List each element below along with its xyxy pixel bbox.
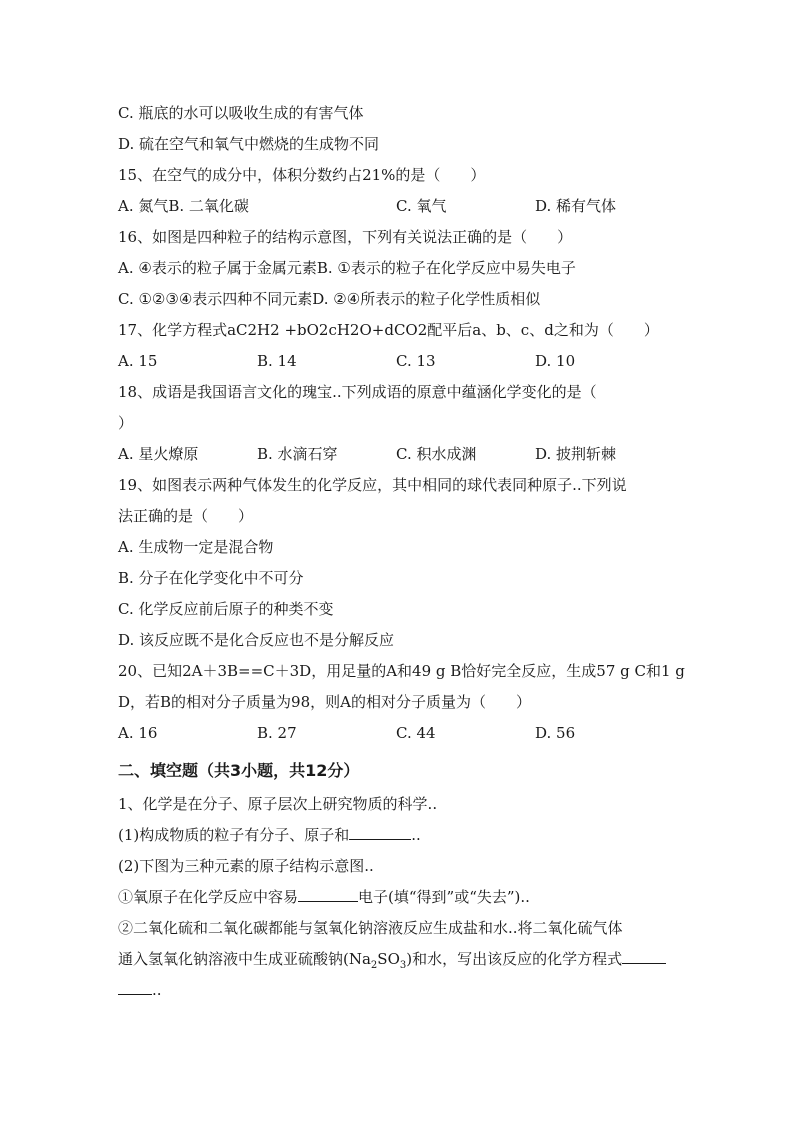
- q17-options: [118, 346, 678, 377]
- q19-option-c: C. 化学反应前后原子的种类不变: [118, 600, 334, 618]
- q18-option-b: B. 水滴石穿: [257, 445, 338, 463]
- q19-stem-line1: 19、如图表示两种气体发生的化学反应，其中相同的球代表同种原子..下列说: [118, 476, 627, 494]
- subscript-3: 3: [399, 960, 407, 971]
- q20-option-b: B. 27: [257, 724, 297, 742]
- answer-blank-1[interactable]: [349, 823, 411, 840]
- fill1-part1: [118, 820, 678, 851]
- q18-stem-line1: 18、成语是我国语言文化的瑰宝..下列成语的原意中蕴涵化学变化的是（: [118, 383, 597, 401]
- q19-stem-line2: 法正确的是（ ）: [118, 507, 254, 525]
- q18-stem-line2: ）: [118, 414, 134, 432]
- q18-option-d: D. 披荆斩棘: [535, 445, 617, 463]
- q19-option-a: A. 生成物一定是混合物: [118, 538, 274, 556]
- q15-option-d: D. 稀有气体: [535, 197, 617, 215]
- q14-option-d: D. 硫在空气和氧气中燃烧的生成物不同: [118, 135, 380, 153]
- subscript-2: 2: [370, 960, 378, 971]
- fill1-stem: 1、化学是在分子、原子层次上研究物质的科学..: [118, 795, 438, 813]
- q18-option-c: C. 积水成渊: [396, 445, 477, 463]
- q20-option-c: C. 44: [396, 724, 436, 742]
- q16-option-cd: C. ①②③④表示四种不同元素D. ②④所表示的粒子化学性质相似: [118, 290, 541, 308]
- fill1-part2b-line1: ②二氧化硫和二氧化碳都能与氢氧化钠溶液反应生成盐和水..将二氧化硫气体: [118, 919, 623, 937]
- q17-option-d: D. 10: [535, 352, 576, 370]
- fill1-part2b-text-2: )和水，写出该反应的化学方程式: [406, 950, 623, 968]
- q20-options: [118, 718, 678, 749]
- answer-blank-3b[interactable]: [118, 978, 152, 995]
- q15-option-ab: A. 氮气B. 二氧化碳: [118, 197, 249, 215]
- q17-option-a: A. 15: [118, 352, 158, 370]
- q15-options: [118, 191, 678, 222]
- fill1-part1-text: (1)构成物质的粒子有分子、原子和: [118, 826, 350, 844]
- q16-option-ab: A. ④表示的粒子属于金属元素B. ①表示的粒子在化学反应中易失电子: [118, 259, 576, 277]
- q20-option-a: A. 16: [118, 724, 158, 742]
- section-heading: 二、填空题（共3小题，共12分）: [118, 761, 360, 780]
- fill1-part1-tail: ..: [411, 826, 421, 844]
- q20-stem-line2: D，若B的相对分子质量为98，则A的相对分子质量为（ ）: [118, 693, 531, 711]
- q20-stem-line1: 20、已知2A＋3B==C＋3D，用足量的A和49 g B恰好完全反应，生成57 g C和1 g: [118, 662, 685, 680]
- q18-option-a: A. 星火燎原: [118, 445, 199, 463]
- q17-stem: 17、化学方程式aC2H2 +bO2cH2O+dCO2配平后a、b、c、d之和为（ ）: [118, 321, 659, 339]
- answer-blank-2[interactable]: [298, 885, 358, 902]
- q14-option-c: C. 瓶底的水可以吸收生成的有害气体: [118, 104, 364, 122]
- fill1-part2b-line2: [118, 944, 678, 975]
- question-content: [118, 98, 685, 1006]
- fill1-part2a: [118, 882, 678, 913]
- q15-stem: 15、在空气的成分中，体积分数约占21%的是（ ）: [118, 166, 486, 184]
- formula-so: SO: [377, 950, 400, 968]
- q15-option-c: C. 氧气: [396, 197, 447, 215]
- q20-option-d: D. 56: [535, 724, 576, 742]
- q19-option-d: D. 该反应既不是化合反应也不是分解反应: [118, 631, 395, 649]
- fill1-part2a-tail: 电子(填“得到”或“失去”)..: [358, 888, 530, 906]
- answer-blank-3a[interactable]: [622, 947, 666, 964]
- fill1-part2b-text: 通入氢氧化钠溶液中生成亚硫酸钠(Na: [118, 950, 371, 968]
- q17-option-c: C. 13: [396, 352, 436, 370]
- q17-option-b: B. 14: [257, 352, 297, 370]
- fill1-part2: (2)下图为三种元素的原子结构示意图..: [118, 857, 374, 875]
- fill1-part2b-line3: [118, 975, 678, 1006]
- fill1-part2b-tail: ..: [152, 981, 162, 999]
- q18-options: [118, 439, 678, 470]
- q19-option-b: B. 分子在化学变化中不可分: [118, 569, 304, 587]
- fill1-part2a-text: ①氧原子在化学反应中容易: [118, 888, 299, 906]
- q16-stem: 16、如图是四种粒子的结构示意图，下列有关说法正确的是（ ）: [118, 228, 573, 246]
